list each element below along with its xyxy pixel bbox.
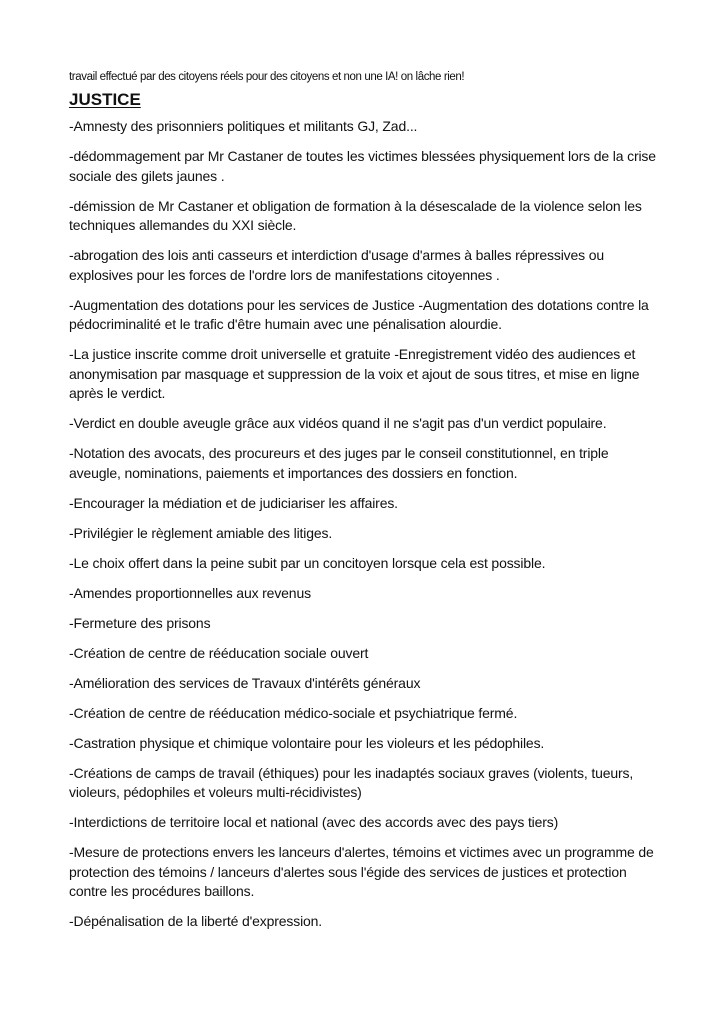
list-item: -Dépénalisation de la liberté d'expression. <box>69 913 323 929</box>
justice-proposals-list <box>69 117 659 932</box>
list-item: -Création de centre de rééducation médico-sociale et psychiatrique fermé. <box>69 704 518 721</box>
list-item: -Mesure de protections envers les lanceurs d'alertes, témoins et victimes avec un programme de protection des témoins / lanceurs d'alertes sous l'égide des services de justices et protection contre les procédures baillons. <box>69 844 654 899</box>
list-item: -Amendes proportionnelles aux revenus <box>69 584 311 601</box>
document-page <box>69 69 659 942</box>
list-item: -dédommagement par Mr Castaner de toutes les victimes blessées physiquement lors de la crise sociale des gilets jaunes . <box>69 148 656 184</box>
list-item: -Interdictions de territoire local et national (avec des accords avec des pays tiers) <box>69 814 559 830</box>
list-item: -Fermeture des prisons <box>69 614 211 631</box>
list-item: -démission de Mr Castaner et obligation de formation à la désescalade de la violence selon les techniques allemandes du XXI siècle. <box>69 197 642 233</box>
list-item: -abrogation des lois anti casseurs et interdiction d'usage d'armes à balles répressives ou explosives pour les forces de l'ordre lors de manifestations citoyennes . <box>69 247 605 283</box>
list-item: -Privilégier le règlement amiable des litiges. <box>69 524 333 541</box>
list-item: -Verdict en double aveugle grâce aux vidéos quand il ne s'agit pas d'un verdict populaire. <box>69 415 607 431</box>
list-item: -Augmentation des dotations pour les services de Justice -Augmentation des dotations contre la pédocriminalité et le trafic d'être humain avec une pénalisation alourdie. <box>69 296 649 332</box>
list-item: -Notation des avocats, des procureurs et des juges par le conseil constitutionnel, en triple aveugle, nominations, paiements et importances des dossiers en fonction. <box>69 445 609 481</box>
list-item: -Créations de camps de travail (éthiques) pour les inadaptés sociaux graves (violents, tueurs, violeurs, pédophiles et voleurs multi-récidivistes) <box>69 764 634 800</box>
list-item: -Amnesty des prisonniers politiques et militants GJ, Zad... <box>69 118 418 134</box>
list-item: -La justice inscrite comme droit universelle et gratuite -Enregistrement vidéo des audiences et anonymisation par masquage et suppression de la voix et ajout de sous titres, et mise en ligne après le verdict. <box>69 346 640 401</box>
list-item: -Le choix offert dans la peine subit par un concitoyen lorsque cela est possible. <box>69 554 546 571</box>
intro-line: travail effectué par des citoyens réels pour des citoyens et non une IA! on lâche rien! <box>69 71 465 83</box>
list-item: -Création de centre de rééducation sociale ouvert <box>69 644 369 661</box>
section-heading-justice: JUSTICE <box>69 90 141 109</box>
list-item: -Castration physique et chimique volontaire pour les violeurs et les pédophiles. <box>69 734 545 751</box>
list-item: -Encourager la médiation et de judiciariser les affaires. <box>69 494 398 511</box>
list-item: -Amélioration des services de Travaux d'intérêts généraux <box>69 674 421 691</box>
